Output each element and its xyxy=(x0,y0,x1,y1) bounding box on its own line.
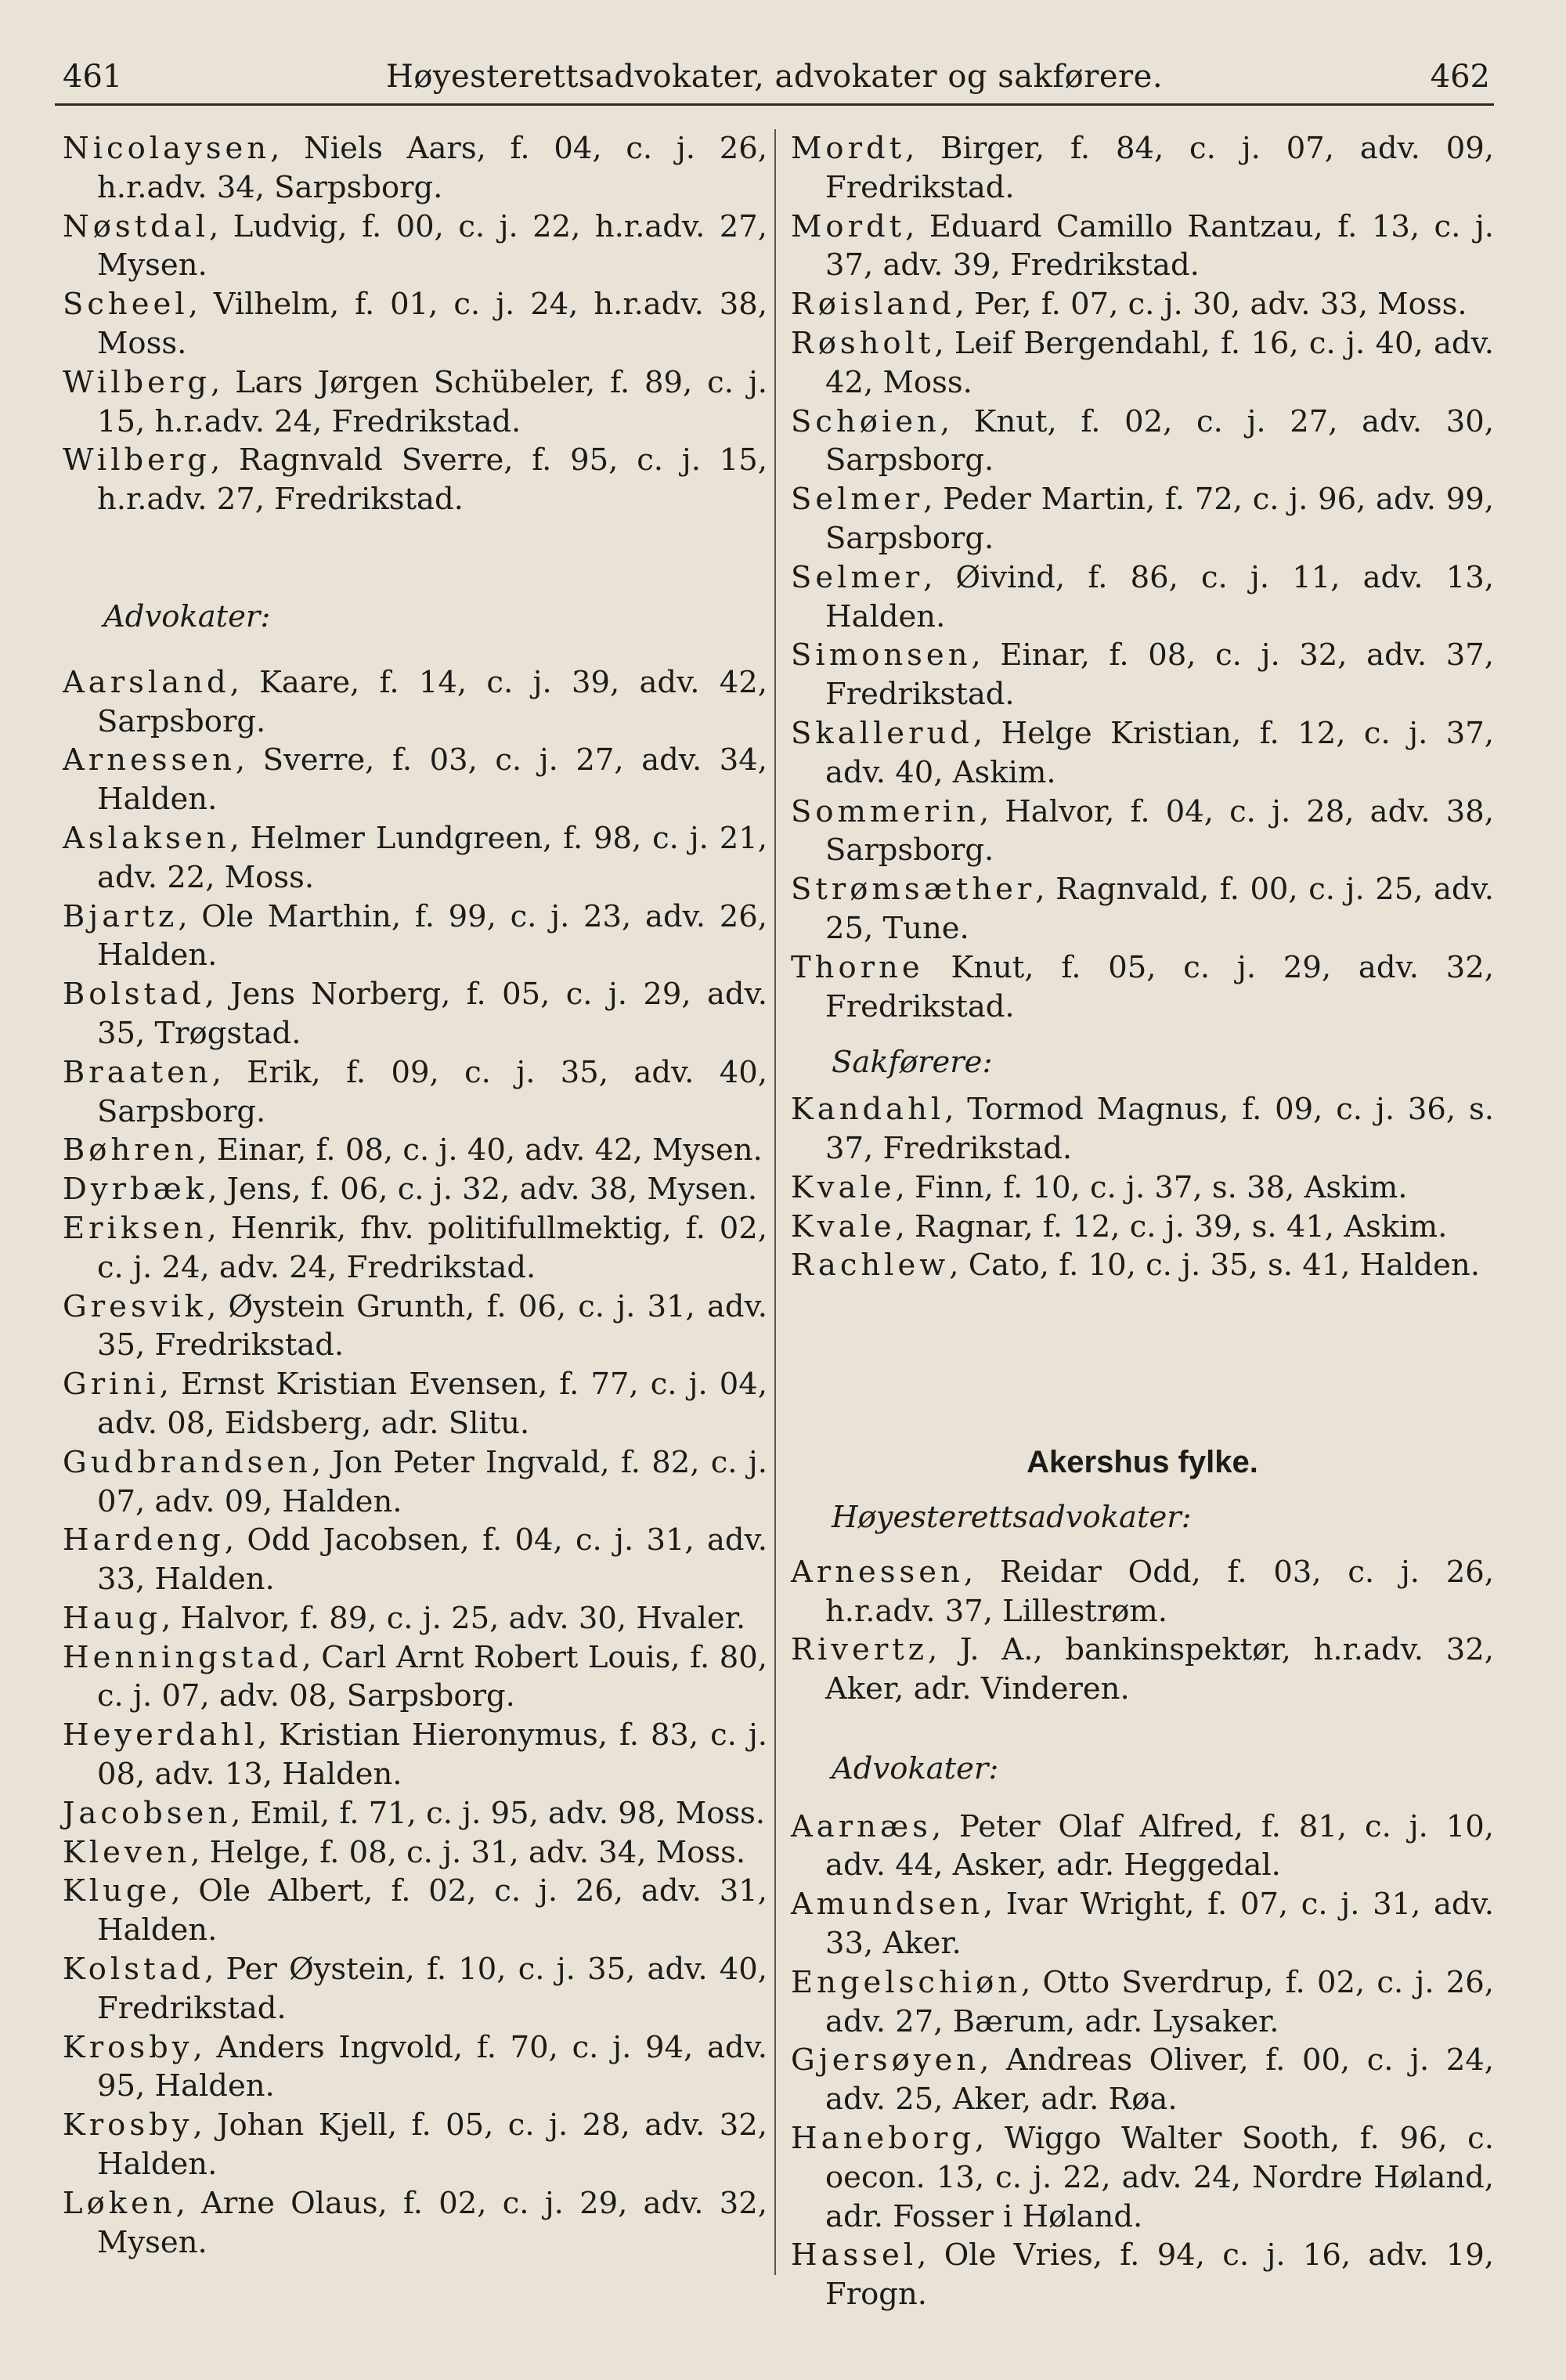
entry-surname: Henningstad xyxy=(63,1639,302,1675)
entry-surname: Engelschiøn xyxy=(791,1964,1022,2000)
list-item xyxy=(791,2041,1494,2119)
entry-details: , Finn, f. 10, c. j. 37, s. 38, Askim. xyxy=(895,1169,1408,1205)
entry-details: , Helge, f. 08, c. j. 31, adv. 34, Moss. xyxy=(190,1834,746,1870)
list-item xyxy=(791,1168,1494,1208)
right-column xyxy=(791,129,1494,2314)
entry-surname: Wilberg xyxy=(63,442,211,479)
entry-surname: Krosby xyxy=(63,2107,193,2143)
entry-details: , Ivar Wright, f. 07, c. j. 31, adv. 33, Aker. xyxy=(825,1887,1494,1962)
list-item xyxy=(791,324,1494,403)
list-item xyxy=(63,1053,767,1132)
entry-surname: Nøstdal xyxy=(63,208,210,244)
list-advokater-continued xyxy=(791,129,1494,1026)
entry-details: , Carl Arnt Robert Louis, f. 80, c. j. 07, adv. 08, Sarpsborg. xyxy=(97,1639,767,1714)
entry-surname: Braaten xyxy=(63,1054,212,1090)
list-item xyxy=(63,1638,767,1717)
list-hoyesterettsadvokater-continued xyxy=(63,129,767,519)
left-column xyxy=(63,129,767,2262)
list-item xyxy=(63,897,767,976)
entry-details: , Øystein Grunth, f. 06, c. j. 31, adv. 35, Fredrikstad. xyxy=(97,1288,767,1363)
entry-surname: Mordt xyxy=(791,208,906,244)
entry-details: , Anders Ingvold, f. 70, c. j. 94, adv. 95, Halden. xyxy=(97,2029,767,2104)
list-akershus-advokater xyxy=(791,1808,1494,2314)
entry-surname: Heyerdahl xyxy=(63,1717,258,1753)
list-item xyxy=(63,1833,767,1873)
entry-details: , Lars Jørgen Schübeler, f. 89, c. j. 15, h.r.adv. 24, Fredrikstad. xyxy=(97,364,767,439)
list-item xyxy=(791,2236,1494,2314)
entry-details: , Sverre, f. 03, c. j. 27, adv. 34, Halden. xyxy=(97,742,767,818)
entry-surname: Simonsen xyxy=(791,637,972,674)
entry-details: , Henrik, fhv. politifullmektig, f. 02, c. j. 24, adv. 24, Fredrikstad. xyxy=(97,1210,767,1285)
page-number-right: 462 xyxy=(1430,59,1490,95)
entry-surname: Dyrbæk xyxy=(63,1172,208,1208)
list-item xyxy=(63,1209,767,1288)
entry-surname: Hardeng xyxy=(63,1522,225,1558)
page-header xyxy=(55,53,1494,100)
list-item xyxy=(63,1288,767,1366)
entry-details: , Knut, f. 02, c. j. 27, adv. 30, Sarpsborg. xyxy=(825,403,1494,479)
list-item xyxy=(63,2106,767,2184)
entry-surname: Strømsæther xyxy=(791,872,1036,908)
entry-details: , Leif Bergendahl, f. 16, c. j. 40, adv. 42, Moss. xyxy=(825,325,1494,400)
entry-details: , Tormod Magnus, f. 09, c. j. 36, s. 37, Fredrikstad. xyxy=(825,1092,1494,1166)
entry-surname: Røisland xyxy=(791,287,955,323)
entry-details: , Per Øystein, f. 10, c. j. 35, adv. 40, Fredrikstad. xyxy=(97,1952,767,2026)
entry-surname: Gresvik xyxy=(63,1288,207,1324)
list-item xyxy=(63,129,767,208)
list-item xyxy=(791,2119,1494,2236)
entry-surname: Sommerin xyxy=(791,793,980,829)
entry-details: , Reidar Odd, f. 03, c. j. 26, h.r.adv. 37, Lillestrøm. xyxy=(825,1554,1494,1629)
entry-details: , Per, f. 07, c. j. 30, adv. 33, Moss. xyxy=(954,287,1467,323)
entry-surname: Rachlew xyxy=(791,1248,950,1284)
section-heading-advokater: Advokater: xyxy=(103,598,271,634)
list-item xyxy=(791,1808,1494,1886)
list-item xyxy=(63,208,767,286)
list-item xyxy=(791,714,1494,793)
list-item xyxy=(791,1553,1494,1631)
entry-details: , Eduard Camillo Rantzau, f. 13, c. j. 37, adv. 39, Fredrikstad. xyxy=(825,208,1494,284)
entry-details: , Emil, f. 71, c. j. 95, adv. 98, Moss. xyxy=(231,1795,766,1831)
entry-surname: Kleven xyxy=(63,1834,191,1870)
section-heading-sakforere: Sakførere: xyxy=(832,1045,993,1081)
list-item xyxy=(791,558,1494,637)
list-item xyxy=(63,819,767,897)
column-divider xyxy=(774,129,776,2275)
entry-details: , Erik, f. 09, c. j. 35, adv. 40, Sarpsborg. xyxy=(97,1054,767,1129)
page-number-left: 461 xyxy=(63,59,123,95)
entry-surname: Haneborg xyxy=(791,2121,975,2157)
entry-surname: Selmer xyxy=(791,482,924,518)
region-heading-akershus: Akershus fylke. xyxy=(1027,1445,1258,1480)
list-item xyxy=(791,285,1494,324)
entry-details: , J. A., bankinspektør, h.r.adv. 32, Aker, adr. Vinderen. xyxy=(825,1632,1494,1707)
list-item xyxy=(63,441,767,519)
section-heading-hoyesterettsadvokater: Høyesterettsadvokater: xyxy=(832,1499,1192,1535)
list-item xyxy=(791,1631,1494,1709)
entry-surname: Hassel xyxy=(791,2237,918,2273)
list-item xyxy=(63,1716,767,1794)
entry-surname: Wilberg xyxy=(63,364,211,400)
entry-details: , Einar, f. 08, c. j. 32, adv. 37, Fredrikstad. xyxy=(825,637,1494,713)
entry-details: , Helge Kristian, f. 12, c. j. 37, adv. 40, Askim. xyxy=(825,715,1494,790)
list-item xyxy=(791,129,1494,208)
entry-details: , Cato, f. 10, c. j. 35, s. 41, Halden. xyxy=(949,1248,1480,1284)
entry-surname: Skallerud xyxy=(791,715,973,751)
header-rule xyxy=(55,103,1494,106)
list-item xyxy=(791,636,1494,714)
list-item xyxy=(63,285,767,363)
list-item xyxy=(63,363,767,442)
entry-surname: Scheel xyxy=(63,287,189,323)
entry-surname: Aslaksen xyxy=(63,820,230,856)
entry-surname: Kolstad xyxy=(63,1952,205,1988)
list-item xyxy=(791,948,1494,1027)
list-item xyxy=(63,1794,767,1833)
entry-details: , Ludvig, f. 00, c. j. 22, h.r.adv. 27, Mysen. xyxy=(97,208,767,284)
entry-surname: Løken xyxy=(63,2185,176,2221)
entry-details: , Arne Olaus, f. 02, c. j. 29, adv. 32, Mysen. xyxy=(97,2185,767,2260)
entry-details: , Halvor, f. 04, c. j. 28, adv. 38, Sarpsborg. xyxy=(825,793,1494,869)
entry-surname: Thorne xyxy=(791,949,924,985)
list-item xyxy=(63,1365,767,1443)
entry-details: Knut, f. 05, c. j. 29, adv. 32, Fredrikstad. xyxy=(825,949,1494,1024)
entry-surname: Schøien xyxy=(791,403,940,439)
entry-surname: Arnessen xyxy=(791,1554,964,1590)
list-sakforere xyxy=(791,1090,1494,1285)
entry-surname: Kvale xyxy=(791,1169,896,1205)
entry-details: , Ole Vries, f. 94, c. j. 16, adv. 19, Frogn. xyxy=(825,2237,1494,2313)
entry-surname: Jacobsen xyxy=(63,1795,232,1831)
list-item xyxy=(791,480,1494,558)
entry-surname: Bjartz xyxy=(63,898,179,934)
entry-details: , Øivind, f. 86, c. j. 11, adv. 13, Halden. xyxy=(825,559,1494,634)
list-item xyxy=(791,793,1494,871)
entry-details: , Ragnvald, f. 00, c. j. 25, adv. 25, Tune. xyxy=(825,872,1494,946)
list-item xyxy=(791,1208,1494,1247)
entry-details: , Peder Martin, f. 72, c. j. 96, adv. 99, Sarpsborg. xyxy=(825,482,1494,556)
entry-surname: Aarnæs xyxy=(791,1808,932,1844)
entry-details: , Einar, f. 08, c. j. 40, adv. 42, Mysen. xyxy=(197,1132,763,1168)
list-item xyxy=(63,2184,767,2263)
list-item xyxy=(63,663,767,742)
list-item xyxy=(791,1963,1494,2042)
list-item xyxy=(63,1131,767,1170)
list-item xyxy=(63,1872,767,1950)
list-item xyxy=(63,1443,767,1522)
entry-surname: Røsholt xyxy=(791,325,935,361)
entry-surname: Haug xyxy=(63,1600,161,1636)
entry-details: , Peter Olaf Alfred, f. 81, c. j. 10, adv. 44, Asker, adr. Heggedal. xyxy=(825,1808,1494,1883)
list-akershus-hoyesterettsadvokater xyxy=(791,1553,1494,1709)
entry-details: , Wiggo Walter Sooth, f. 96, c. oecon. 13, c. j. 22, adv. 24, Nordre Høland, adr. Fosser i Høland. xyxy=(825,2121,1494,2234)
list-item xyxy=(63,1599,767,1638)
entry-surname: Bolstad xyxy=(63,977,205,1013)
running-title: Høyesterettsadvokater, advokater og sakførere. xyxy=(385,59,1164,95)
entry-details: , Otto Sverdrup, f. 02, c. j. 26, adv. 27, Bærum, adr. Lysaker. xyxy=(825,1964,1494,2039)
list-item xyxy=(791,403,1494,481)
entry-surname: Selmer xyxy=(791,559,924,595)
section-heading-akershus-advokater: Advokater: xyxy=(832,1750,999,1786)
list-item xyxy=(791,208,1494,286)
list-item xyxy=(791,1090,1494,1168)
entry-surname: Kluge xyxy=(63,1873,171,1909)
entry-surname: Eriksen xyxy=(63,1210,207,1246)
entry-surname: Bøhren xyxy=(63,1132,198,1168)
entry-details: , Ole Marthin, f. 99, c. j. 23, adv. 26, Halden. xyxy=(97,898,767,973)
entry-surname: Arnessen xyxy=(63,742,236,778)
entry-details: , Vilhelm, f. 01, c. j. 24, h.r.adv. 38, Moss. xyxy=(97,287,767,361)
entry-details: , Birger, f. 84, c. j. 07, adv. 09, Fredrikstad. xyxy=(825,131,1494,205)
entry-details: , Odd Jacobsen, f. 04, c. j. 31, adv. 33, Halden. xyxy=(97,1522,767,1598)
list-item xyxy=(63,1950,767,2028)
entry-surname: Kvale xyxy=(791,1208,896,1244)
list-item xyxy=(63,1170,767,1209)
list-advokater xyxy=(63,663,767,2263)
list-item xyxy=(63,2028,767,2107)
entry-surname: Aarsland xyxy=(63,664,230,700)
list-item xyxy=(791,1246,1494,1285)
entry-surname: Kandahl xyxy=(791,1092,945,1128)
entry-surname: Amundsen xyxy=(791,1887,983,1923)
entry-details: , Niels Aars, f. 04, c. j. 26, h.r.adv. 34, Sarpsborg. xyxy=(97,131,767,205)
list-item xyxy=(791,1885,1494,1963)
entry-details: , Kaare, f. 14, c. j. 39, adv. 42, Sarpsborg. xyxy=(97,664,767,739)
entry-details: , Ragnar, f. 12, c. j. 39, s. 41, Askim. xyxy=(895,1208,1448,1244)
entry-details: , Johan Kjell, f. 05, c. j. 28, adv. 32, Halden. xyxy=(97,2107,767,2183)
list-item xyxy=(791,870,1494,948)
entry-surname: Gjersøyen xyxy=(791,2042,980,2078)
entry-details: , Andreas Oliver, f. 00, c. j. 24, adv. 25, Aker, adr. Røa. xyxy=(825,2042,1494,2118)
entry-details: , Jens Norberg, f. 05, c. j. 29, adv. 35, Trøgstad. xyxy=(97,977,767,1051)
entry-details: , Halvor, f. 89, c. j. 25, adv. 30, Hvaler. xyxy=(161,1600,746,1636)
entry-surname: Grini xyxy=(63,1367,160,1403)
entry-details: , Ernst Kristian Evensen, f. 77, c. j. 04, adv. 08, Eidsberg, adr. Slitu. xyxy=(97,1367,767,1441)
entry-surname: Nicolaysen xyxy=(63,131,271,166)
entry-details: , Jens, f. 06, c. j. 32, adv. 38, Mysen. xyxy=(207,1172,758,1208)
entry-details: , Jon Peter Ingvald, f. 82, c. j. 07, adv. 09, Halden. xyxy=(97,1444,767,1519)
entry-details: , Ole Albert, f. 02, c. j. 26, adv. 31, Halden. xyxy=(97,1873,767,1948)
entry-surname: Gudbrandsen xyxy=(63,1444,312,1480)
entry-surname: Krosby xyxy=(63,2029,193,2065)
list-item xyxy=(63,741,767,819)
entry-details: , Kristian Hieronymus, f. 83, c. j. 08, adv. 13, Halden. xyxy=(97,1717,767,1793)
list-item xyxy=(63,1521,767,1599)
entry-surname: Mordt xyxy=(791,131,906,166)
entry-surname: Rivertz xyxy=(791,1632,928,1668)
entry-details: , Ragnvald Sverre, f. 95, c. j. 15, h.r.adv. 27, Fredrikstad. xyxy=(97,442,767,518)
entry-details: , Helmer Lundgreen, f. 98, c. j. 21, adv. 22, Moss. xyxy=(97,820,767,895)
list-item xyxy=(63,975,767,1053)
